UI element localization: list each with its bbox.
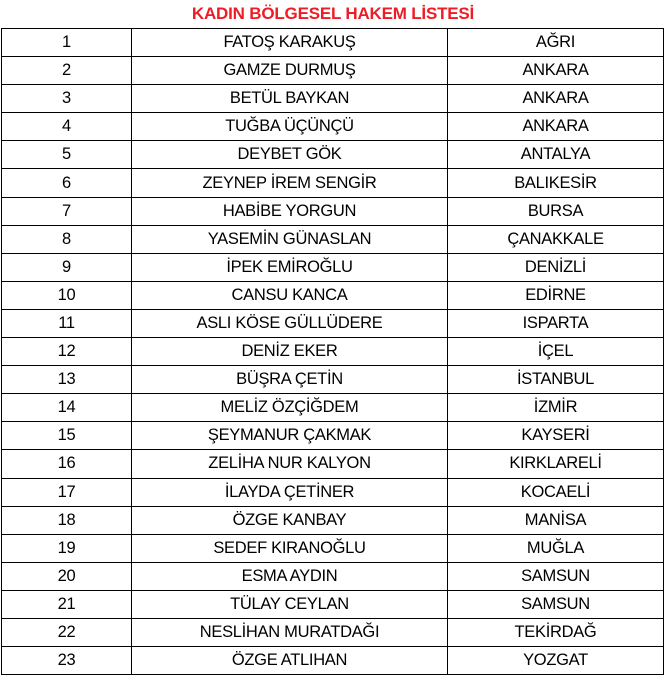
referee-name-cell: ÖZGE ATLIHAN [132,647,448,675]
row-number-cell: 5 [2,141,132,169]
table-row [2,85,664,113]
row-number-cell: 23 [2,647,132,675]
referee-name-cell: YASEMİN GÜNASLAN [132,225,448,253]
table-row [2,618,664,646]
referee-name-cell: MELİZ ÖZÇİĞDEM [132,394,448,422]
table-row [2,562,664,590]
page-title: KADIN BÖLGESEL HAKEM LİSTESİ [191,4,475,23]
row-number-cell: 14 [2,394,132,422]
row-number-cell: 18 [2,506,132,534]
referee-city-cell: SAMSUN [448,562,664,590]
row-number-cell: 9 [2,253,132,281]
referee-city-cell: MUĞLA [448,534,664,562]
referee-city-cell: ANKARA [448,57,664,85]
row-number-cell: 17 [2,478,132,506]
referee-city-cell: İSTANBUL [448,366,664,394]
referee-city-cell: ISPARTA [448,309,664,337]
referee-name-cell: GAMZE DURMUŞ [132,57,448,85]
referee-name-cell: ZELİHA NUR KALYON [132,450,448,478]
row-number-cell: 6 [2,169,132,197]
table-row [2,281,664,309]
referee-name-cell: SEDEF KIRANOĞLU [132,534,448,562]
referee-name-cell: İPEK EMİROĞLU [132,253,448,281]
row-number-cell: 21 [2,590,132,618]
referee-name-cell: DENİZ EKER [132,338,448,366]
table-row [2,169,664,197]
referee-name-cell: HABİBE YORGUN [132,197,448,225]
referee-city-cell: ANTALYA [448,141,664,169]
referee-city-cell: ANKARA [448,113,664,141]
referee-name-cell: DEYBET GÖK [132,141,448,169]
table-row [2,57,664,85]
referee-name-cell: NESLİHAN MURATDAĞI [132,618,448,646]
referee-city-cell: AĞRI [448,29,664,57]
table-row [2,338,664,366]
referee-city-cell: SAMSUN [448,590,664,618]
table-row [2,197,664,225]
row-number-cell: 10 [2,281,132,309]
row-number-cell: 15 [2,422,132,450]
table-row [2,113,664,141]
table-row [2,253,664,281]
referee-city-cell: MANİSA [448,506,664,534]
row-number-cell: 16 [2,450,132,478]
row-number-cell: 8 [2,225,132,253]
row-number-cell: 11 [2,309,132,337]
referee-name-cell: TÜLAY CEYLAN [132,590,448,618]
table-row [2,534,664,562]
table-row [2,394,664,422]
row-number-cell: 12 [2,338,132,366]
referee-name-cell: ESMA AYDIN [132,562,448,590]
referee-name-cell: BETÜL BAYKAN [132,85,448,113]
table-row [2,478,664,506]
referee-city-cell: ÇANAKKALE [448,225,664,253]
table-row [2,225,664,253]
referee-name-cell: İLAYDA ÇETİNER [132,478,448,506]
referee-city-cell: İÇEL [448,338,664,366]
referee-city-cell: YOZGAT [448,647,664,675]
table-row [2,422,664,450]
row-number-cell: 20 [2,562,132,590]
row-number-cell: 2 [2,57,132,85]
referee-table-body [2,29,664,675]
table-row [2,309,664,337]
table-row [2,29,664,57]
table-row [2,506,664,534]
referee-city-cell: EDİRNE [448,281,664,309]
row-number-cell: 4 [2,113,132,141]
table-row [2,366,664,394]
referee-city-cell: KAYSERİ [448,422,664,450]
table-row [2,450,664,478]
row-number-cell: 7 [2,197,132,225]
referee-city-cell: BALIKESİR [448,169,664,197]
referee-name-cell: CANSU KANCA [132,281,448,309]
referee-name-cell: TUĞBA ÜÇÜNÇÜ [132,113,448,141]
referee-city-cell: KIRKLARELİ [448,450,664,478]
referee-city-cell: BURSA [448,197,664,225]
referee-table [1,28,664,675]
row-number-cell: 13 [2,366,132,394]
referee-city-cell: İZMİR [448,394,664,422]
row-number-cell: 19 [2,534,132,562]
referee-name-cell: FATOŞ KARAKUŞ [132,29,448,57]
referee-city-cell: KOCAELİ [448,478,664,506]
referee-city-cell: DENİZLİ [448,253,664,281]
row-number-cell: 22 [2,618,132,646]
referee-name-cell: BÜŞRA ÇETİN [132,366,448,394]
referee-name-cell: ASLI KÖSE GÜLLÜDERE [132,309,448,337]
row-number-cell: 3 [2,85,132,113]
referee-name-cell: ZEYNEP İREM SENGİR [132,169,448,197]
referee-city-cell: ANKARA [448,85,664,113]
referee-name-cell: ÖZGE KANBAY [132,506,448,534]
table-row [2,647,664,675]
table-row [2,141,664,169]
table-row [2,590,664,618]
row-number-cell: 1 [2,29,132,57]
referee-city-cell: TEKİRDAĞ [448,618,664,646]
referee-name-cell: ŞEYMANUR ÇAKMAK [132,422,448,450]
